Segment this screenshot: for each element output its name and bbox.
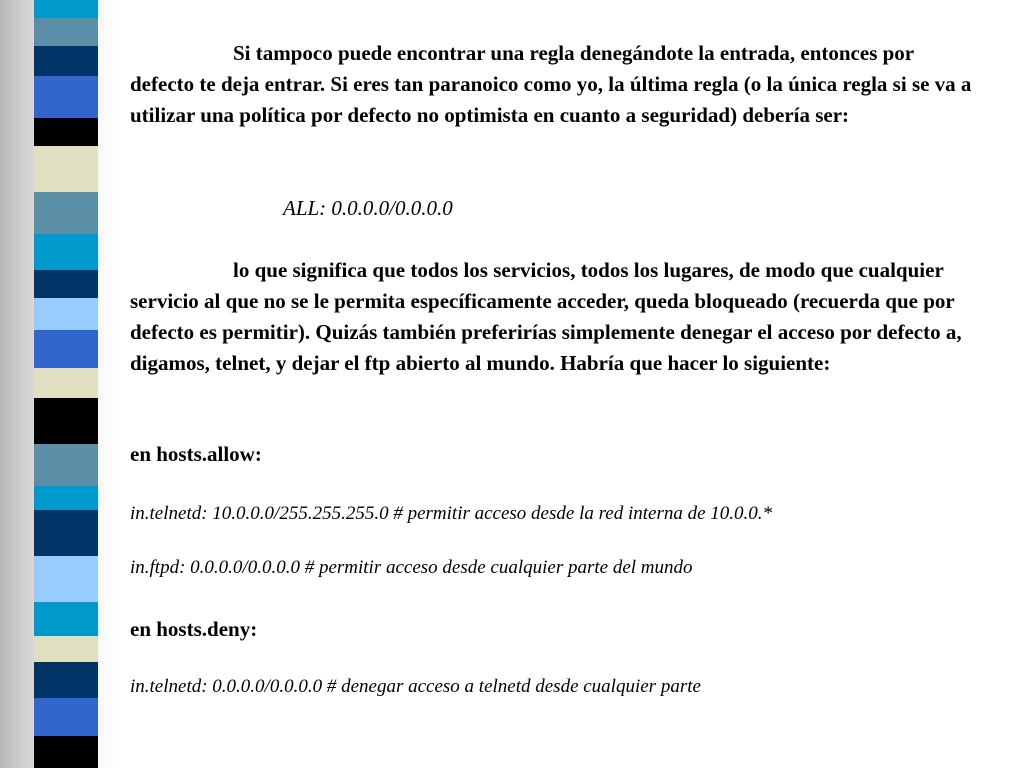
stripe-block [34,662,98,698]
stripe-block [34,46,98,76]
stripe-block [34,398,98,444]
stripe-block [34,636,98,662]
stripe-block [34,146,98,192]
stripe-block [34,736,98,768]
stripe-block [34,444,98,486]
hosts-deny-heading: en hosts.deny: [130,617,258,641]
stripe-block [34,510,98,556]
decorative-color-stripe [34,0,98,768]
hosts-allow-line-telnetd: in.telnetd: 10.0.0.0/255.255.255.0 # permitir acceso desde la red interna de 10.0.0.* [130,503,773,524]
stripe-block [34,698,98,736]
stripe-block [34,270,98,298]
stripe-block [34,556,98,602]
hosts-allow-line-ftpd: in.ftpd: 0.0.0.0/0.0.0.0 # permitir acceso desde cualquier parte del mundo [130,557,693,578]
paragraph-explanation: lo que significa que todos los servicios, todos los lugares, de modo que cualquier servicio al que no se le permita específicamente acceder, queda bloqueado (recuerda que por defecto es permitir). Quizás también preferirías simplemente denegar el acceso por defecto a, digamos, telnet, y dejar el ftp abierto al mundo. Habría que hacer lo siguiente: [130,258,962,375]
hosts-allow-heading: en hosts.allow: [130,442,262,466]
rule-all-line: ALL: 0.0.0.0/0.0.0.0 [283,196,453,220]
stripe-block [34,192,98,234]
stripe-block [34,486,98,510]
paragraph-default-rule: Si tampoco puede encontrar una regla denegándote la entrada, entonces por defecto te deja entrar. Si eres tan paranoico como yo, la última regla (o la única regla si se va a utilizar una política por defecto no optimista en cuanto a seguridad) debería ser: [130,41,972,127]
stripe-block [34,298,98,330]
stripe-block [34,0,98,18]
stripe-block [34,602,98,636]
hosts-deny-line-telnetd: in.telnetd: 0.0.0.0/0.0.0.0 # denegar acceso a telnetd desde cualquier parte [130,676,701,697]
stripe-block [34,118,98,146]
stripe-block [34,234,98,270]
stripe-block [34,368,98,398]
stripe-block [34,18,98,46]
stripe-block [34,330,98,368]
stripe-block [34,76,98,118]
